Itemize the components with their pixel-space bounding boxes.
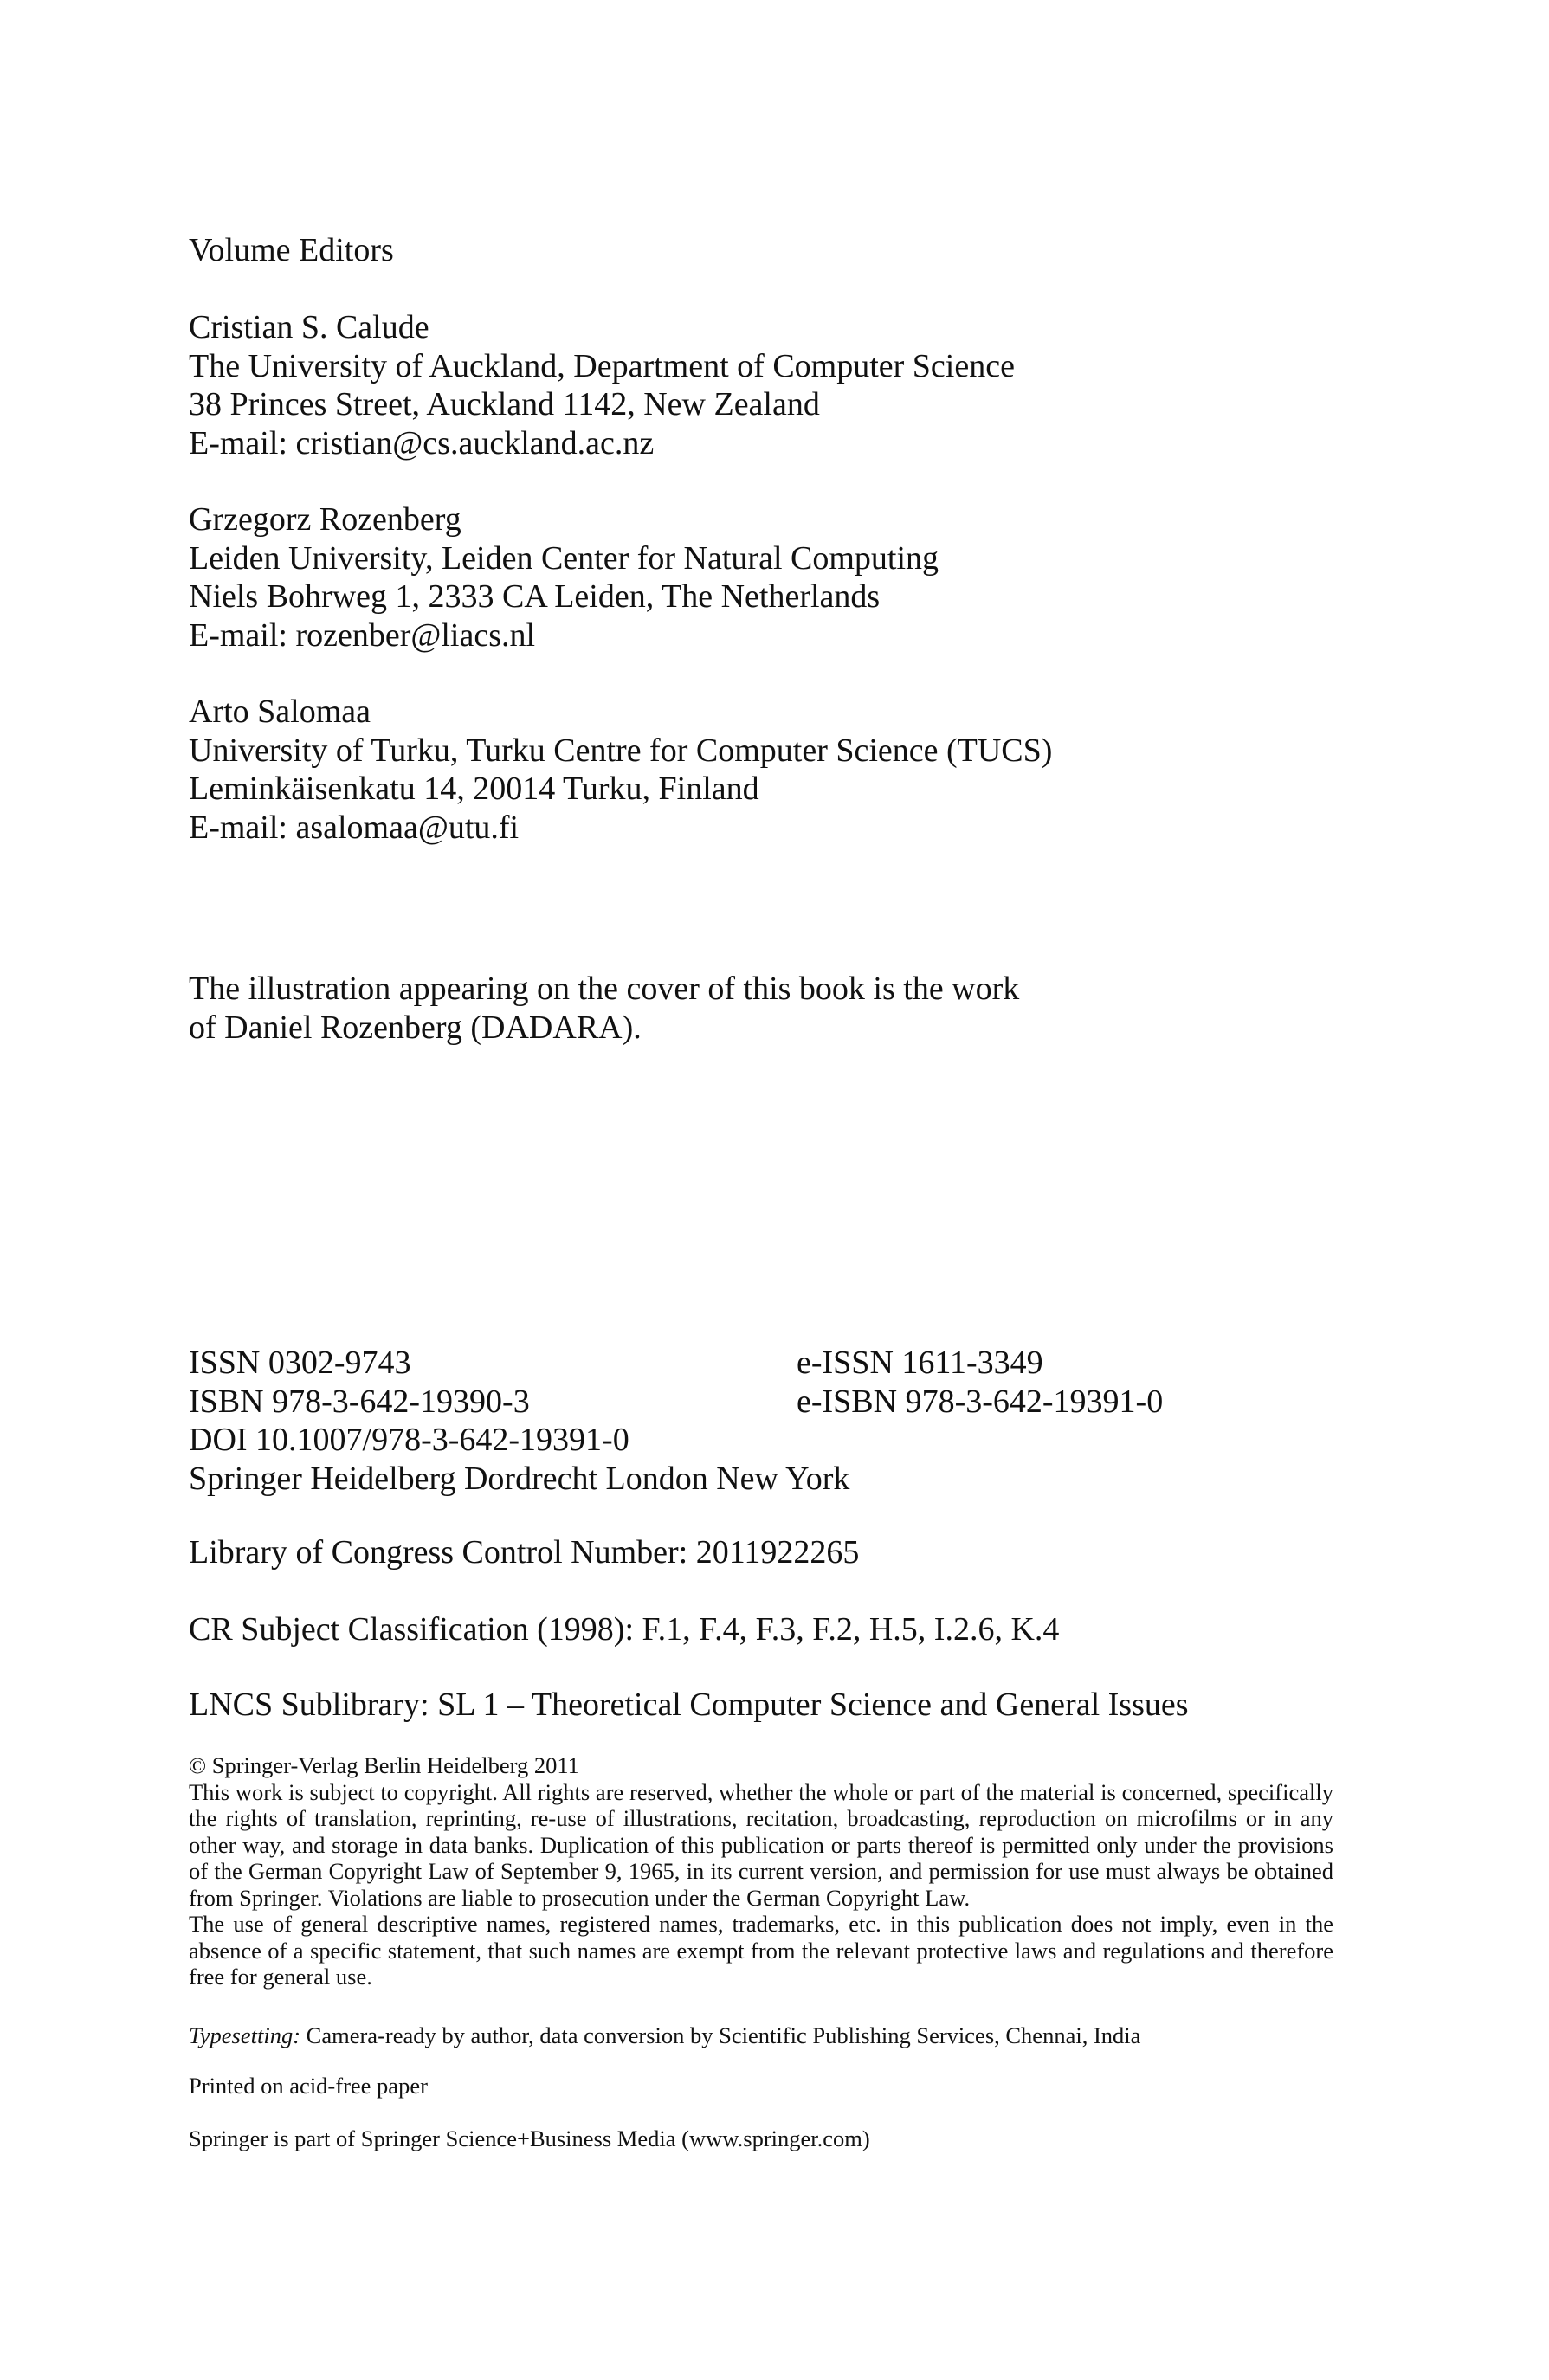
trademark-paragraph: The use of general descriptive names, registered names, trademarks, etc. in this publication does not imply, even in the absence of a specific statement, that such names are exempt from the relevant protective laws and regulations and therefore free for general use. [189,1911,1333,1990]
volume-editors-heading: Volume Editors [189,232,394,268]
editor-affiliation: University of Turku, Turku Centre for Computer Science (TUCS) [189,732,1053,769]
typesetting-note [189,2022,1140,2049]
copyright-paragraph: This work is subject to copyright. All rights are reserved, whether the whole or part of the material is concerned, specifically the rights of translation, reprinting, re-use of illustrations, recitation, broadcasting, reproduction on microfilms or in any other way, and storage in data banks. Duplication of this publication or parts thereof is permitted only under the provisions of the German Copyright Law of September 9, 1965, in its current version, and permission for use must always be obtained from Springer. Violations are liable to prosecution under the German Copyright Law. [189,1778,1333,1911]
issn: ISSN 0302-9743 [189,1345,411,1381]
typesetting-text: Camera-ready by author, data conversion by Scientific Publishing Services, Chennai, India [300,2022,1141,2048]
typesetting-label: Typesetting: [189,2022,301,2048]
editor-name: Grzegorz Rozenberg [189,501,461,538]
editor-name: Arto Salomaa [189,693,371,730]
editor-email: E-mail: asalomaa@utu.fi [189,809,520,846]
eisbn: e-ISBN 978-3-642-19391-0 [797,1383,1164,1420]
copyright-line: © Springer-Verlag Berlin Heidelberg 2011 [189,1752,579,1778]
editor-affiliation: The University of Auckland, Department of Computer Science [189,347,1015,384]
eissn: e-ISSN 1611-3349 [797,1345,1043,1381]
editor-entry [189,693,1052,847]
editor-email: E-mail: rozenber@liacs.nl [189,616,536,654]
lncs-sublibrary: LNCS Sublibrary: SL 1 – Theoretical Computer Science and General Issues [189,1687,1189,1723]
editor-entry [189,500,939,655]
doi: DOI 10.1007/978-3-642-19391-0 [189,1422,629,1458]
springer-part-note: Springer is part of Springer Science+Business Media (www.springer.com) [189,2125,870,2151]
loc-control-number: Library of Congress Control Number: 2011922265 [189,1534,860,1571]
editor-name: Cristian S. Calude [189,309,429,345]
editor-affiliation: Leiden University, Leiden Center for Natural Computing [189,539,939,577]
cover-illustration-note: The illustration appearing on the cover of this book is the work of Daniel Rozenberg (DADARA). [189,971,1020,1046]
editor-address: Leminkäisenkatu 14, 20014 Turku, Finland [189,771,759,807]
copyright-notice [189,1752,1333,1990]
isbn: ISBN 978-3-642-19390-3 [189,1383,530,1420]
editor-address: Niels Bohrweg 1, 2333 CA Leiden, The Netherlands [189,578,881,615]
editor-address: 38 Princes Street, Auckland 1142, New Zealand [189,386,820,422]
editor-email: E-mail: cristian@cs.auckland.ac.nz [189,424,655,461]
editor-entry [189,308,1015,462]
printed-note: Printed on acid-free paper [189,2073,428,2099]
identifiers [189,1344,1163,1498]
publisher-cities: Springer Heidelberg Dordrecht London New York [189,1460,850,1497]
cr-subject-classification: CR Subject Classification (1998): F.1, F.4, F.3, F.2, H.5, I.2.6, K.4 [189,1611,1060,1648]
